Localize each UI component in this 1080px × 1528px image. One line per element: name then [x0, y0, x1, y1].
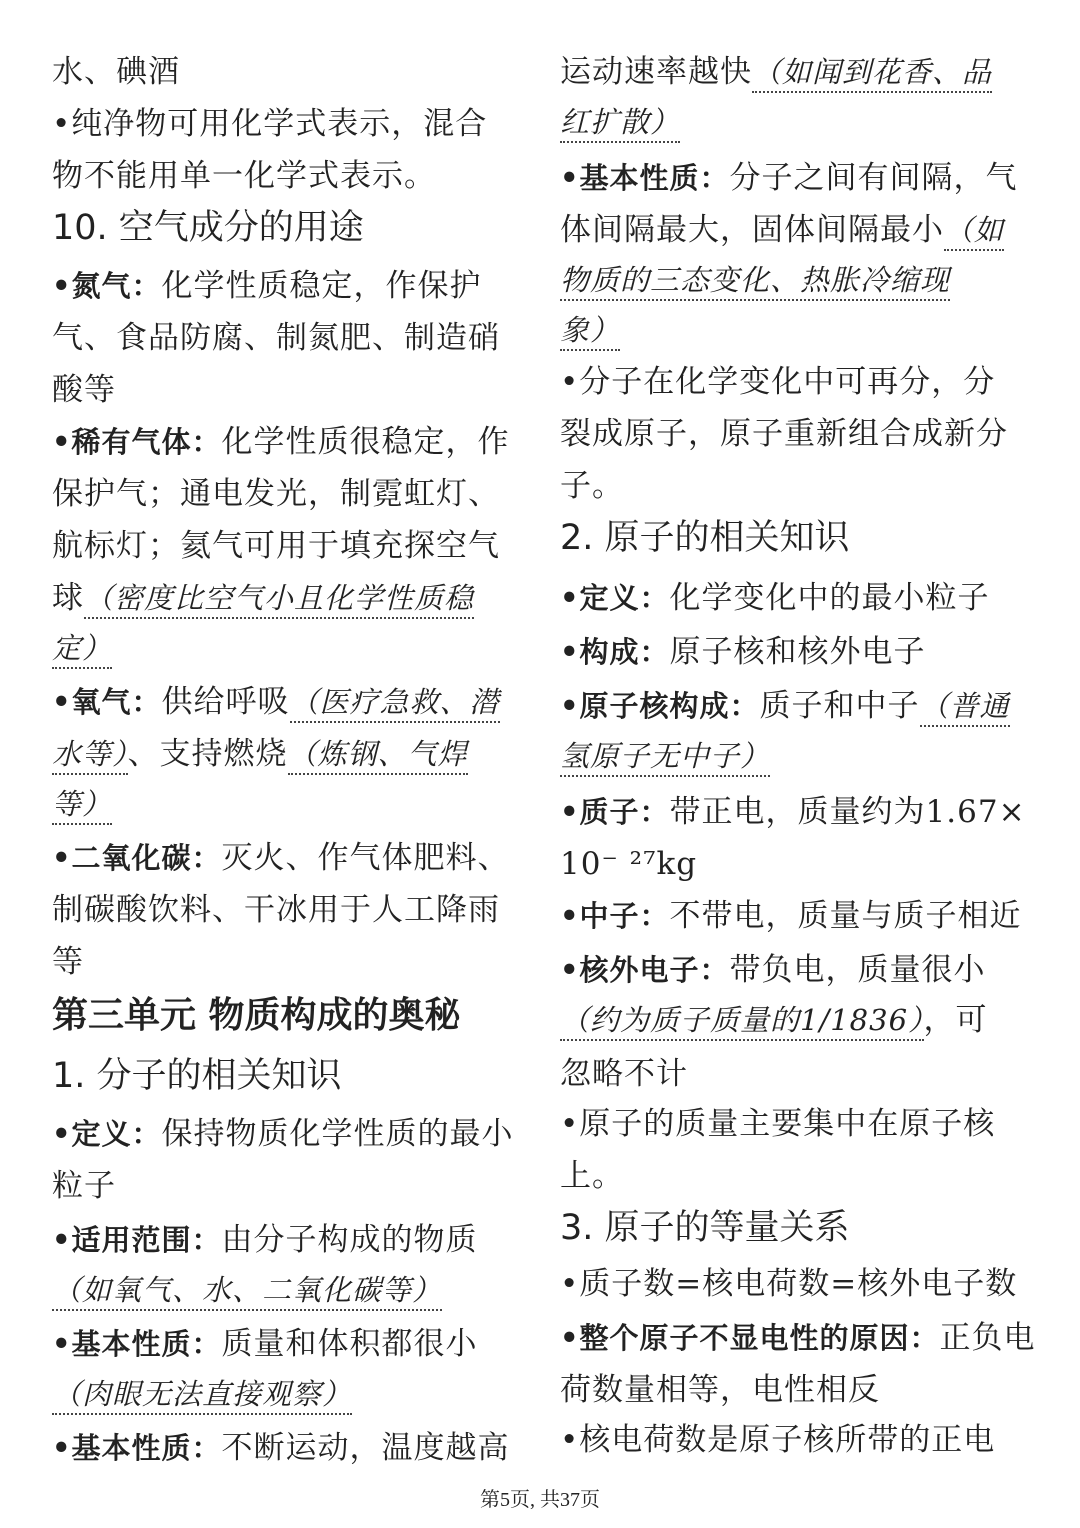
text-line: 水等）、支持燃烧（炼钢、气焊	[52, 736, 468, 772]
annotation-note: 物质的三态变化、热胀冷缩现	[560, 263, 950, 301]
text-line	[52, 1272, 442, 1308]
text-line: •分子在化学变化中可再分，分	[560, 364, 996, 400]
annotation-note: （肉眼无法直接观察）	[52, 1377, 352, 1415]
annotation-note: （如	[944, 213, 1004, 251]
text-line: 酸等	[52, 372, 116, 408]
text-line: 运动速率越快（如闻到花香、品	[560, 54, 992, 90]
section-heading-atom-equalities: 3. 原子的等量关系	[560, 1208, 850, 1248]
term-label: •基本性质：	[560, 161, 730, 195]
text-line: 制碳酸饮料、干冰用于人工降雨	[52, 892, 500, 928]
annotation-note: （约为质子质量的1/1836）	[560, 1003, 924, 1041]
text-line	[52, 630, 112, 666]
text-line: 等	[52, 944, 84, 980]
annotation-note: （如氧气、水、二氧化碳等）	[52, 1273, 442, 1311]
text-line: 10⁻ ²⁷kg	[560, 846, 698, 882]
unit-heading: 第三单元 物质构成的奥秘	[52, 995, 461, 1036]
text-line: 航标灯；氦气可用于填充探空气	[52, 528, 500, 564]
text-line: •基本性质：分子之间有间隔，气	[560, 160, 1018, 196]
text-line	[560, 262, 950, 298]
text-line: •氧气：供给呼吸（医疗急救、潜	[52, 684, 500, 720]
term-label: •基本性质：	[52, 1327, 222, 1361]
text-line: 体间隔最大，固体间隔最小（如	[560, 212, 1004, 248]
text-line: •原子的质量主要集中在原子核	[560, 1106, 996, 1142]
text-line: •二氧化碳：灭火、作气体肥料、	[52, 840, 510, 876]
section-heading-air-uses: 10. 空气成分的用途	[52, 208, 364, 248]
text-line: •质子：带正电，质量约为1.67×	[560, 794, 1026, 830]
text-line: 上。	[560, 1158, 624, 1194]
text-line: •核电荷数是原子核所带的正电	[560, 1422, 996, 1458]
annotation-note: （普通	[920, 689, 1010, 727]
annotation-note: 氢原子无中子）	[560, 739, 770, 777]
text-line	[52, 1376, 352, 1412]
text-line: 保护气；通电发光，制霓虹灯、	[52, 476, 500, 512]
text-line: 水、碘酒	[52, 54, 180, 90]
term-label: •原子核构成：	[560, 689, 760, 723]
term-label: •整个原子不显电性的原因：	[560, 1321, 940, 1355]
annotation-note: （如闻到花香、品	[752, 55, 992, 93]
annotation-note: （医疗急救、潜	[290, 685, 500, 723]
text-line: 忽略不计	[560, 1056, 688, 1092]
section-heading-molecule: 1. 分子的相关知识	[52, 1056, 342, 1096]
term-label: •稀有气体：	[52, 425, 222, 459]
term-label: •构成：	[560, 635, 670, 669]
annotation-note: 等）	[52, 787, 112, 825]
text-line: 粒子	[52, 1168, 116, 1204]
term-label: •定义：	[52, 1117, 162, 1151]
annotation-note: （密度比空气小且化学性质稳	[84, 581, 474, 619]
text-line	[560, 104, 680, 140]
text-line: •适用范围：由分子构成的物质	[52, 1222, 478, 1258]
text-line	[52, 786, 112, 822]
text-line: •原子核构成：质子和中子（普通	[560, 688, 1010, 724]
text-line: •核外电子：带负电，质量很小	[560, 952, 986, 988]
term-label: •适用范围：	[52, 1223, 222, 1257]
text-line: •整个原子不显电性的原因：正负电	[560, 1320, 1036, 1356]
text-line: 荷数量相等，电性相反	[560, 1372, 880, 1408]
text-line: 裂成原子，原子重新组合成新分	[560, 416, 1008, 452]
text-line: （约为质子质量的1/1836），可	[560, 1002, 988, 1038]
annotation-note: 定）	[52, 631, 112, 669]
section-heading-atom: 2. 原子的相关知识	[560, 518, 850, 558]
text-line: •氮气：化学性质稳定，作保护	[52, 268, 482, 304]
text-line: •稀有气体：化学性质很稳定，作	[52, 424, 510, 460]
annotation-note: 水等）	[52, 737, 128, 775]
term-label: •中子：	[560, 899, 670, 933]
text-line: 气、食品防腐、制氮肥、制造硝	[52, 320, 500, 356]
term-label: •氧气：	[52, 685, 162, 719]
text-line: •质子数=核电荷数=核外电子数	[560, 1266, 1018, 1302]
text-line: •定义：化学变化中的最小粒子	[560, 580, 990, 616]
text-line: •基本性质：不断运动，温度越高	[52, 1430, 510, 1466]
page-number: 第5页, 共37页	[480, 1489, 600, 1511]
term-label: •质子：	[560, 795, 670, 829]
term-label: •氮气：	[52, 269, 162, 303]
term-label: •基本性质：	[52, 1431, 222, 1465]
annotation-note: （炼钢、气焊	[288, 737, 468, 775]
text-line	[560, 738, 770, 774]
text-line: 子。	[560, 468, 624, 504]
text-line: •定义：保持物质化学性质的最小	[52, 1116, 514, 1152]
annotation-note: 象）	[560, 313, 620, 351]
text-line	[560, 312, 620, 348]
text-line: •基本性质：质量和体积都很小	[52, 1326, 478, 1362]
term-label: •二氧化碳：	[52, 841, 222, 875]
term-label: •定义：	[560, 581, 670, 615]
term-label: •核外电子：	[560, 953, 730, 987]
annotation-note: 红扩散）	[560, 105, 680, 143]
text-line: •构成：原子核和核外电子	[560, 634, 926, 670]
text-line: 球（密度比空气小且化学性质稳	[52, 580, 474, 616]
text-line: 物不能用单一化学式表示。	[52, 158, 436, 194]
text-line: •中子：不带电，质量与质子相近	[560, 898, 1022, 934]
text-line: •纯净物可用化学式表示，混合	[52, 106, 488, 142]
